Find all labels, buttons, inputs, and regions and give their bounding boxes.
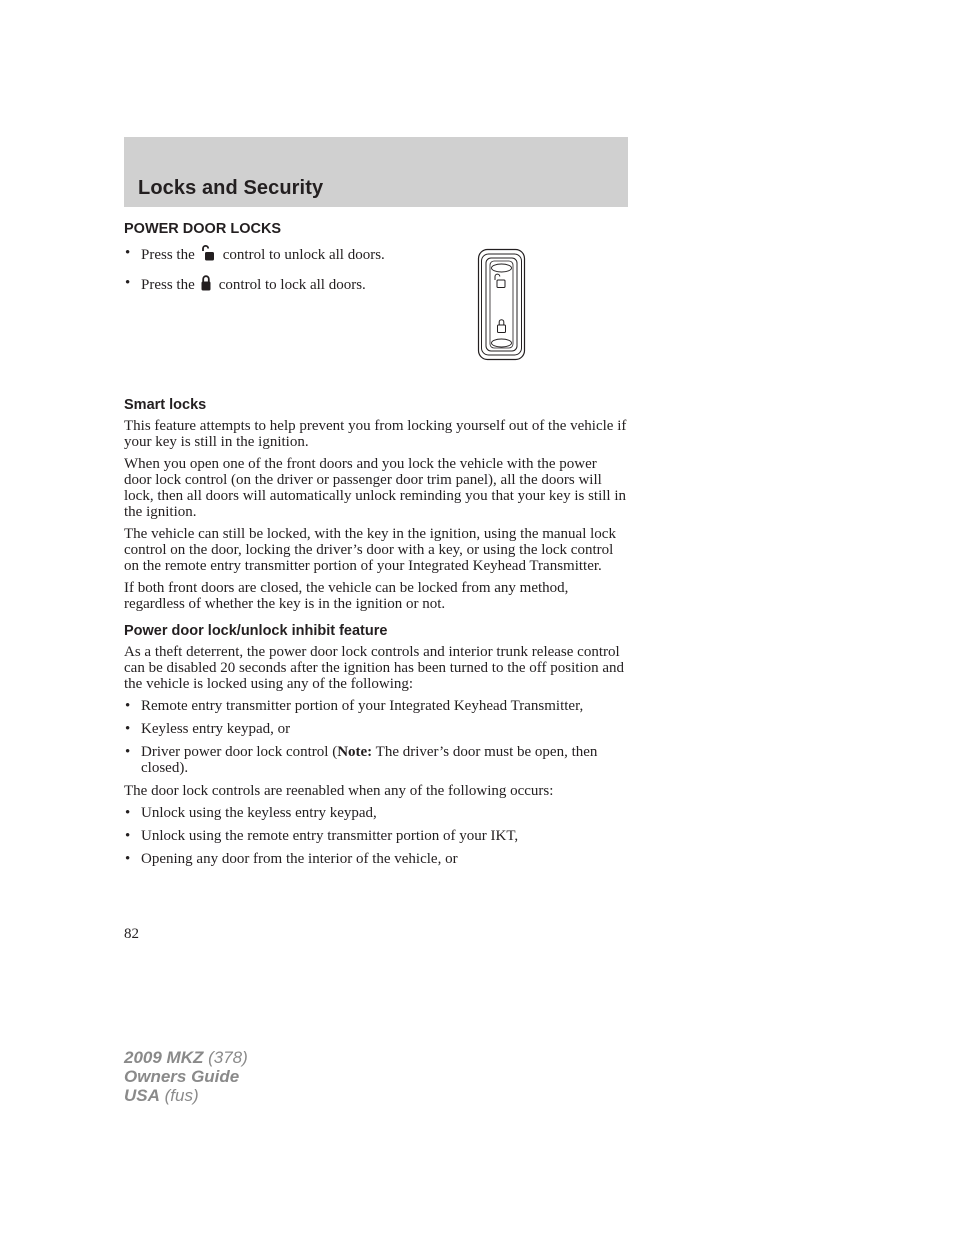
smart-locks-heading: Smart locks (124, 397, 207, 413)
smart-locks-paragraph-3: The vehicle can still be locked, with the key in the ignition, using the manual lock control on the door, locking the driver’s door with a key, or using the lock control on the remote entry transmitter portion of your Integrated Keyhead Transmitter. (124, 526, 616, 574)
smart-locks-paragraph-2: When you open one of the front doors and you lock the vehicle with the power door lock control (on the driver or passenger door trim panel), all the doors will lock, then all doors will automatically unlock reminding you that your key is still in the ignition. (124, 456, 627, 520)
footer-model-line: 2009 MKZ (378) (124, 1048, 248, 1067)
list-item: • Remote entry transmitter portion of your Integrated Keyhead Transmitter, (124, 698, 628, 714)
note-label: Note: (337, 744, 373, 760)
list-item: • Unlock using the keyless entry keypad, (124, 805, 628, 821)
lock-instruction: • Press the control to lock all doors. (124, 275, 394, 295)
lock-icon (201, 275, 211, 295)
list-item: • Unlock using the remote entry transmitter portion of your IKT, (124, 828, 628, 844)
lock-instructions-list (124, 245, 394, 295)
page-number: 82 (124, 926, 139, 942)
section-title: Locks and Security (138, 177, 324, 199)
inhibit-feature-heading: Power door lock/unlock inhibit feature (124, 623, 388, 639)
section-header-band (124, 137, 628, 207)
footer-guide-line: Owners Guide (124, 1067, 240, 1086)
power-door-locks-section (124, 220, 628, 386)
list-item: • Driver power door lock control (Note: The driver’s door must be open, then closed). (124, 744, 628, 776)
disable-conditions-list (124, 698, 628, 776)
footer-region-line: USA (fus) (124, 1086, 199, 1105)
smart-locks-paragraph-4: If both front doors are closed, the vehicle can be locked from any method, regardless of whether the key is in the ignition or not. (124, 580, 569, 612)
document-footer (124, 1048, 248, 1105)
smart-locks-paragraph-1: This feature attempts to help prevent you from locking yourself out of the vehicle if your key is still in the ignition. (124, 418, 627, 450)
reenable-paragraph: The door lock controls are reenabled when any of the following occurs: (124, 783, 554, 799)
inhibit-intro-paragraph: As a theft deterrent, the power door lock controls and interior trunk release control can be disabled 20 seconds after the ignition has been turned to the off position and the vehicle is locked using any of the following: (124, 644, 625, 692)
page-content (124, 220, 628, 874)
unlock-instruction: • Press the control to unlock all doors. (124, 245, 394, 265)
door-lock-switch-illustration (477, 248, 531, 363)
unlock-icon (201, 245, 215, 265)
reenable-conditions-list (124, 805, 628, 867)
list-item: • Keyless entry keypad, or (124, 721, 628, 737)
power-door-locks-heading: POWER DOOR LOCKS (124, 221, 282, 237)
list-item: • Opening any door from the interior of the vehicle, or (124, 851, 628, 867)
